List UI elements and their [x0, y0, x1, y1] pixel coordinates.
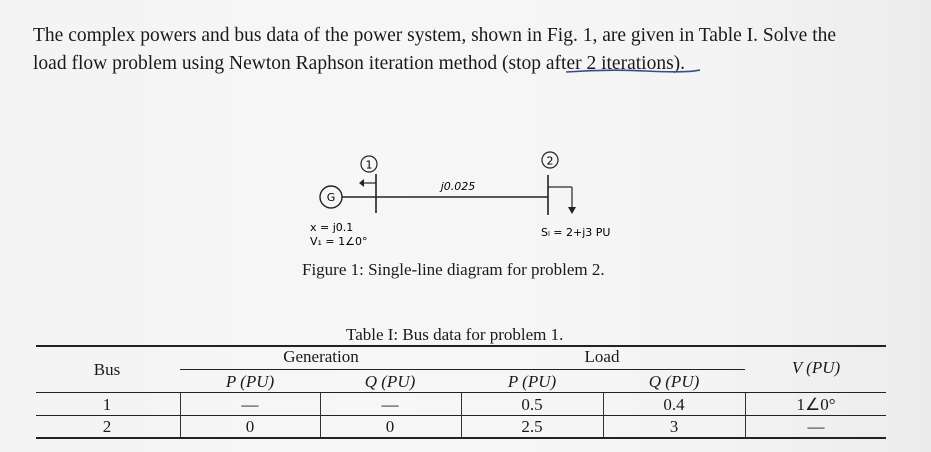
col-divider-5: [745, 393, 746, 437]
page-edge-mark: [420, 0, 520, 6]
header-gen-p: P (PU): [225, 372, 275, 391]
table-bottom-rule: [36, 437, 886, 439]
figure-caption: Figure 1: Single-line diagram for problem 2.: [302, 260, 605, 279]
generator-label: G: [326, 191, 336, 204]
header-v: V (PU): [791, 358, 841, 377]
row1-bus: 1: [102, 395, 112, 414]
group-rule-generation: [180, 369, 745, 370]
row2-bus: 2: [102, 417, 112, 436]
table-caption: Table I: Bus data for problem 1.: [346, 325, 564, 344]
row1-load-q: 0.4: [663, 395, 685, 414]
bus1-arrow-icon: [359, 179, 364, 187]
table-top-rule: [36, 345, 886, 347]
row2-gen-q: 0: [385, 417, 395, 436]
header-bus: Bus: [93, 360, 121, 379]
col-divider-2: [320, 393, 321, 437]
gen-voltage-label: V₁ = 1∠0°: [310, 235, 368, 248]
problem-statement: [33, 22, 913, 78]
load-label: Sₗ = 2+j3 PU: [541, 226, 611, 239]
single-line-diagram: [298, 145, 638, 260]
problem-line-1: The complex powers and bus data of the power system, shown in Fig. 1, are given in Table I. Solve the: [33, 25, 837, 46]
row2-v: —: [807, 417, 825, 436]
bus1-label: 1: [365, 158, 373, 172]
header-gen-q: Q (PU): [364, 372, 416, 391]
row1-v: 1∠0°: [796, 395, 836, 414]
row2-load-q: 3: [669, 417, 679, 436]
row2-gen-p: 0: [245, 417, 255, 436]
header-load-q: Q (PU): [648, 372, 700, 391]
row1-gen-p: —: [241, 395, 259, 414]
col-divider-1: [180, 393, 181, 437]
problem-line-2: load flow problem using Newton Raphson iteration method (stop after 2 iterations).: [33, 53, 686, 74]
pen-underline: [566, 68, 700, 74]
bus2-label: 2: [546, 154, 554, 168]
row-rule: [36, 415, 886, 416]
gen-reactance-label: x = j0.1: [310, 221, 354, 234]
header-load-p: P (PU): [507, 372, 557, 391]
row1-gen-q: —: [381, 395, 399, 414]
header-load: Load: [584, 347, 620, 366]
col-divider-3: [461, 393, 462, 437]
row2-load-p: 2.5: [521, 417, 543, 436]
line-impedance-label: j0.025: [440, 180, 476, 193]
col-divider-4: [603, 393, 604, 437]
row1-load-p: 0.5: [521, 395, 543, 414]
load-arrow-icon: [568, 207, 576, 214]
header-bottom-rule: [36, 392, 886, 393]
header-generation: Generation: [283, 347, 359, 366]
